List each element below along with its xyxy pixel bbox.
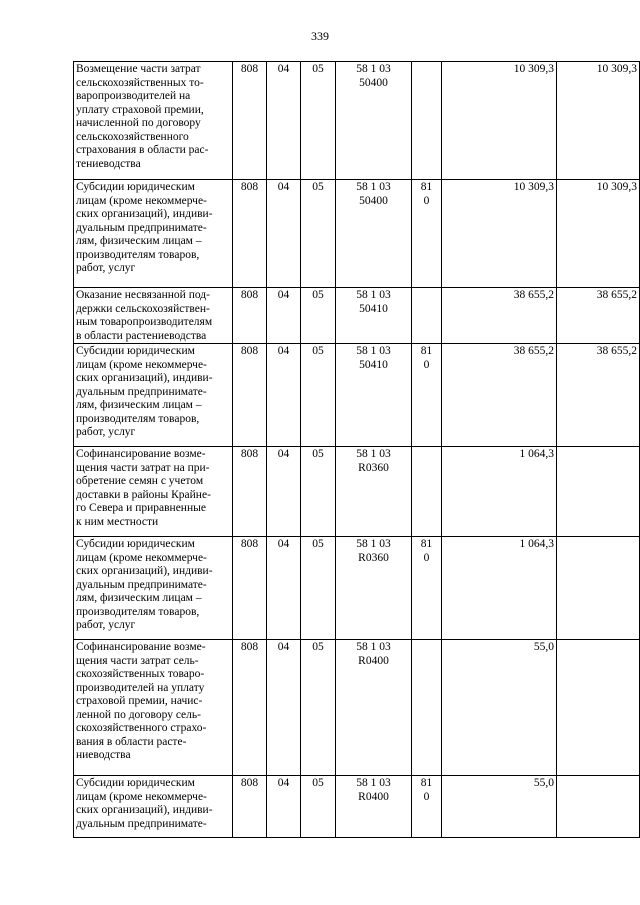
item-name-line: лям, физическим лицам – xyxy=(76,592,202,604)
ministry-code-cell xyxy=(233,180,267,288)
expense-type-code-cell xyxy=(412,537,442,640)
expense-type-code-line: 81 xyxy=(420,345,433,357)
expense-type-code-line: 81 xyxy=(420,181,433,193)
ministry-code-cell xyxy=(233,640,267,776)
ministry-code-cell xyxy=(233,288,267,344)
subsection-code: 05 xyxy=(312,777,324,789)
item-name-line: скохозяйственных товаро- xyxy=(76,668,205,680)
target-article-code-line: 50400 xyxy=(359,194,388,207)
amount-2017-cell xyxy=(442,537,557,640)
item-name-line: производителей на уплату xyxy=(76,681,205,694)
expense-type-code-line: 0 xyxy=(423,551,430,564)
item-name-line: лицам (кроме некоммерче- xyxy=(76,790,207,803)
section-code: 04 xyxy=(277,448,290,460)
target-article-code-line: 50410 xyxy=(359,302,388,315)
table-body xyxy=(74,62,640,838)
section-code-cell xyxy=(267,447,301,537)
table-row xyxy=(74,344,640,447)
item-name-line: сельскохозяйственного xyxy=(76,130,189,143)
ministry-code: 808 xyxy=(240,345,259,357)
amount-2017-cell xyxy=(442,447,557,537)
target-article-code-line: 58 1 03 xyxy=(356,538,391,550)
amount-2018: 38 655,2 xyxy=(596,345,637,357)
section-code-cell xyxy=(267,62,301,180)
item-name-line: ских организаций), индиви- xyxy=(76,565,213,577)
amount-2018: 10 309,3 xyxy=(596,63,637,75)
target-article-code-line: 58 1 03 xyxy=(356,63,391,75)
item-name-line: начисленной по договору xyxy=(76,117,201,129)
amount-2018-cell xyxy=(557,537,640,640)
item-name-line: страховой премии, начис- xyxy=(76,695,203,707)
amount-2018-cell xyxy=(557,447,640,537)
amount-2018-cell xyxy=(557,180,640,288)
item-name-line: лицам (кроме некоммерче- xyxy=(76,551,207,564)
item-name-cell xyxy=(74,344,233,447)
expense-type-code-line: 0 xyxy=(423,790,430,803)
expense-type-code-line: 0 xyxy=(423,194,430,207)
item-name-cell xyxy=(74,640,233,776)
item-name-line: ным товаропроизводителям xyxy=(76,316,213,328)
amount-2017: 1 064,3 xyxy=(519,448,554,460)
amount-2017-cell xyxy=(442,180,557,288)
expense-type-code-line: 0 xyxy=(423,358,430,371)
subsection-code: 05 xyxy=(312,538,324,550)
section-code-cell xyxy=(267,640,301,776)
expense-type-code-cell xyxy=(412,180,442,288)
ministry-code: 808 xyxy=(240,777,259,789)
subsection-code-cell xyxy=(301,344,336,447)
item-name-line: лицам (кроме некоммерче- xyxy=(76,358,207,371)
table-row xyxy=(74,776,640,838)
target-article-code-line: R0360 xyxy=(358,461,389,474)
item-name-line: дуальным предпринимате- xyxy=(76,385,207,398)
section-code: 04 xyxy=(277,289,290,301)
subsection-code-cell xyxy=(301,180,336,288)
amount-2017-cell xyxy=(442,62,557,180)
item-name-line: производителям товаров, xyxy=(76,412,200,425)
ministry-code: 808 xyxy=(240,63,259,75)
item-name-line: в области растениеводства xyxy=(76,329,207,342)
target-article-code-cell xyxy=(336,776,412,838)
amount-2017-cell xyxy=(442,640,557,776)
amount-2018-cell xyxy=(557,288,640,344)
item-name-line: Оказание несвязанной под- xyxy=(76,289,210,301)
amount-2017-cell xyxy=(442,776,557,838)
target-article-code-cell xyxy=(336,180,412,288)
table-row xyxy=(74,288,640,344)
expense-type-code-cell xyxy=(412,62,442,180)
target-article-code-cell xyxy=(336,288,412,344)
ministry-code-cell xyxy=(233,776,267,838)
item-name-line: щения части затрат сель- xyxy=(76,654,199,667)
item-name-line: лицам (кроме некоммерче- xyxy=(76,194,207,207)
target-article-code-line: 58 1 03 xyxy=(356,448,391,460)
section-code-cell xyxy=(267,776,301,838)
table-row xyxy=(74,180,640,288)
target-article-code-line: 58 1 03 xyxy=(356,181,391,193)
ministry-code-cell xyxy=(233,62,267,180)
section-code-cell xyxy=(267,537,301,640)
target-article-code-line: 58 1 03 xyxy=(356,641,391,653)
item-name-line: Субсидии юридическим xyxy=(76,538,195,550)
subsection-code: 05 xyxy=(312,181,324,193)
item-name-cell xyxy=(74,288,233,344)
expense-type-code-cell xyxy=(412,447,442,537)
section-code: 04 xyxy=(277,641,290,653)
section-code-cell xyxy=(267,344,301,447)
amount-2017: 10 309,3 xyxy=(513,181,554,193)
item-name-line: дуальным предпринимате- xyxy=(76,578,207,591)
subsection-code-cell xyxy=(301,640,336,776)
item-name-line: уплату страховой премии, xyxy=(76,103,204,116)
target-article-code-line: 50410 xyxy=(359,358,388,371)
item-name-line: страхования в области рас- xyxy=(76,144,209,156)
item-name-line: работ, услуг xyxy=(76,619,136,631)
subsection-code-cell xyxy=(301,537,336,640)
item-name-line: лям, физическим лицам – xyxy=(76,235,202,247)
item-name-line: скохозяйственного страхо- xyxy=(76,722,207,734)
item-name-line: Субсидии юридическим xyxy=(76,181,195,193)
item-name-cell xyxy=(74,447,233,537)
section-code: 04 xyxy=(277,181,290,193)
amount-2017: 38 655,2 xyxy=(513,289,554,301)
ministry-code-cell xyxy=(233,447,267,537)
item-name-line: го Севера и приравненные xyxy=(76,502,206,514)
amount-2017: 10 309,3 xyxy=(513,63,554,75)
item-name-line: производителям товаров, xyxy=(76,248,200,261)
subsection-code-cell xyxy=(301,776,336,838)
item-name-line: производителям товаров, xyxy=(76,605,200,618)
item-name-cell xyxy=(74,180,233,288)
amount-2017: 55,0 xyxy=(533,777,554,789)
section-code: 04 xyxy=(277,538,290,550)
item-name-line: дуальным предпринимате- xyxy=(76,221,207,234)
item-name-line: работ, услуг xyxy=(76,426,136,438)
target-article-code-line: 50400 xyxy=(359,76,388,89)
target-article-code-cell xyxy=(336,537,412,640)
ministry-code-cell xyxy=(233,344,267,447)
item-name-line: обретение семян с учетом xyxy=(76,475,204,487)
target-article-code-line: 58 1 03 xyxy=(356,777,391,789)
ministry-code: 808 xyxy=(240,641,259,653)
expense-type-code-cell xyxy=(412,288,442,344)
amount-2018-cell xyxy=(557,62,640,180)
table-row xyxy=(74,537,640,640)
target-article-code-line: R0400 xyxy=(358,654,389,667)
budget-table xyxy=(73,61,640,838)
item-name-cell xyxy=(74,776,233,838)
item-name-line: работ, услуг xyxy=(76,262,136,274)
item-name-line: ленной по договору сель- xyxy=(76,708,201,721)
subsection-code: 05 xyxy=(312,289,324,301)
target-article-code-cell xyxy=(336,62,412,180)
item-name-line: тениеводства xyxy=(76,157,141,170)
target-article-code-line: 58 1 03 xyxy=(356,289,391,301)
expense-type-code-cell xyxy=(412,776,442,838)
item-name-line: щения части затрат на при- xyxy=(76,461,210,474)
item-name-line: ских организаций), индиви- xyxy=(76,208,213,220)
ministry-code: 808 xyxy=(240,448,259,460)
item-name-line: держки сельскохозяйствен- xyxy=(76,302,210,315)
item-name-line: варопроизводителей на xyxy=(76,90,191,102)
subsection-code-cell xyxy=(301,288,336,344)
ministry-code: 808 xyxy=(240,181,259,193)
amount-2018: 10 309,3 xyxy=(596,181,637,193)
target-article-code-cell xyxy=(336,640,412,776)
expense-type-code-line: 81 xyxy=(420,538,433,550)
target-article-code-cell xyxy=(336,344,412,447)
amount-2017: 1 064,3 xyxy=(519,538,554,550)
amount-2017: 55,0 xyxy=(533,641,554,653)
amount-2017-cell xyxy=(442,288,557,344)
amount-2018-cell xyxy=(557,640,640,776)
item-name-line: вания в области расте- xyxy=(76,735,187,748)
amount-2018: 38 655,2 xyxy=(596,289,637,301)
item-name-line: сельскохозяйственных то- xyxy=(76,76,204,89)
item-name-line: Субсидии юридическим xyxy=(76,777,195,789)
item-name-cell xyxy=(74,62,233,180)
subsection-code: 05 xyxy=(312,641,324,653)
expense-type-code-cell xyxy=(412,640,442,776)
target-article-code-cell xyxy=(336,447,412,537)
section-code: 04 xyxy=(277,63,290,75)
page-number: 339 xyxy=(311,29,329,43)
amount-2017-cell xyxy=(442,344,557,447)
item-name-line: ниеводства xyxy=(76,749,131,761)
subsection-code-cell xyxy=(301,62,336,180)
ministry-code-cell xyxy=(233,537,267,640)
target-article-code-line: 58 1 03 xyxy=(356,345,391,357)
item-name-line: ских организаций), индиви- xyxy=(76,804,213,816)
subsection-code-cell xyxy=(301,447,336,537)
amount-2017: 38 655,2 xyxy=(513,345,554,357)
amount-2018-cell xyxy=(557,344,640,447)
item-name-line: Софинансирование возме- xyxy=(76,641,206,653)
table-row xyxy=(74,447,640,537)
amount-2018-cell xyxy=(557,776,640,838)
item-name-line: Софинансирование возме- xyxy=(76,448,206,460)
table-row xyxy=(74,640,640,776)
subsection-code: 05 xyxy=(312,448,324,460)
target-article-code-line: R0360 xyxy=(358,551,389,564)
expense-type-code-cell xyxy=(412,344,442,447)
section-code: 04 xyxy=(277,777,290,789)
item-name-line: Возмещение части затрат xyxy=(76,63,201,75)
subsection-code: 05 xyxy=(312,63,324,75)
item-name-line: Субсидии юридическим xyxy=(76,345,195,357)
item-name-line: доставки в районы Крайне- xyxy=(76,488,211,501)
ministry-code: 808 xyxy=(240,289,259,301)
expense-type-code-line: 81 xyxy=(420,777,433,789)
item-name-cell xyxy=(74,537,233,640)
ministry-code: 808 xyxy=(240,538,259,550)
item-name-line: к ним местности xyxy=(76,515,159,528)
target-article-code-line: R0400 xyxy=(358,790,389,803)
item-name-line: дуальным предпринимате- xyxy=(76,817,207,830)
section-code-cell xyxy=(267,288,301,344)
table-row xyxy=(74,62,640,180)
item-name-line: ских организаций), индиви- xyxy=(76,372,213,384)
item-name-line: лям, физическим лицам – xyxy=(76,399,202,411)
subsection-code: 05 xyxy=(312,345,324,357)
section-code-cell xyxy=(267,180,301,288)
section-code: 04 xyxy=(277,345,290,357)
